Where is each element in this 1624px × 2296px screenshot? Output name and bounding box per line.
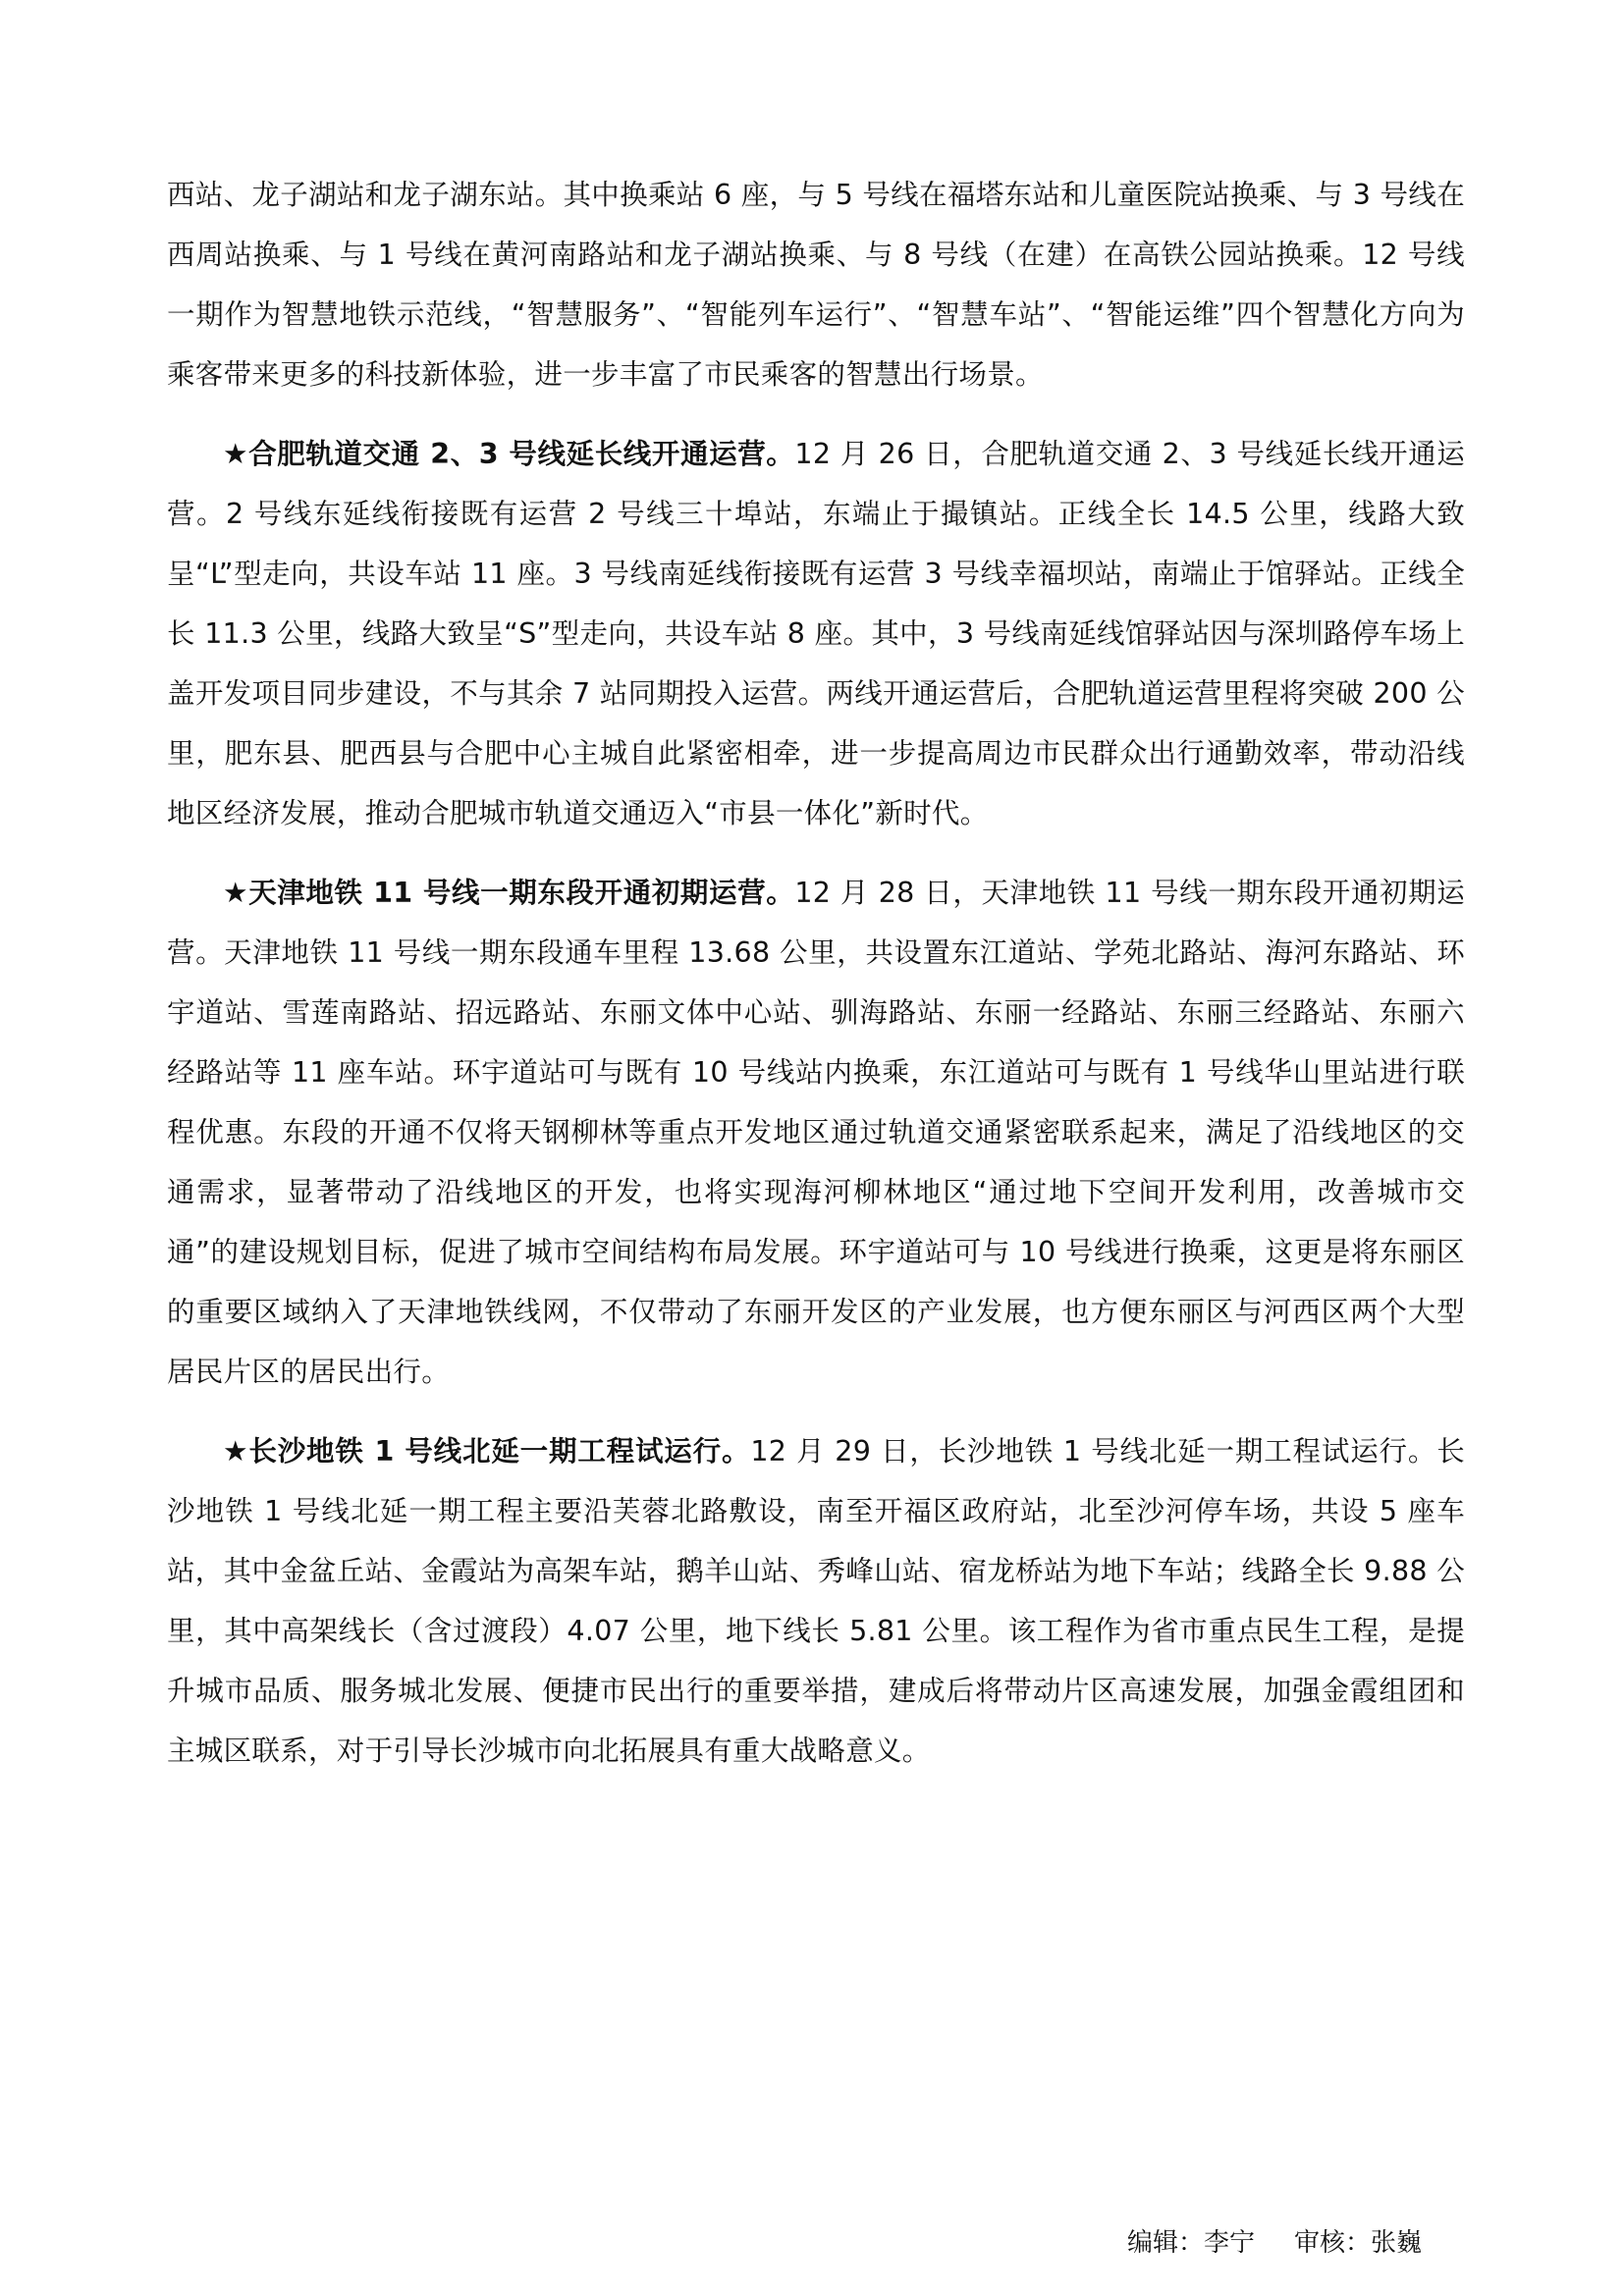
paragraph-tianjin-line11 [167, 863, 1465, 1402]
paragraph-zhengzhou-line12-continued [167, 165, 1465, 404]
reviewer-name: 审核：张巍 [1294, 2228, 1423, 2258]
paragraph-body: 12 月 28 日，天津地铁 11 号线一期东段开通初期运营。天津地铁 11 号线一期东段通车里程 13.68 公里，共设置东江道站、学苑北路站、海河东路站、环宇道站、雪莲南路站、招远路站、东丽文体中心站、驯海路站、东丽一经路站、东丽三经路站、东丽六经路站等 11 座车站。环宇道站可与既有 10 号线站内换乘，东江道站可与既有 1 号线华山里站进行联程优惠。东段的开通不仅将天钢柳林等重点开发地区通过轨道交通紧密联系起来，满足了沿线地区的交通需求，显著带动了沿线地区的开发，也将实现海河柳林地区“通过地下空间开发利用，改善城市交通”的建设规划目标，促进了城市空间结构布局发展。环宇道站可与 10 号线进行换乘，这更是将东丽区的重要区域纳入了天津地铁线网，不仅带动了东丽开发区的产业发展，也方便东丽区与河西区两个大型居民片区的居民出行。 [167, 877, 1466, 1388]
editor-name: 编辑：李宁 [1127, 2228, 1256, 2258]
document-page [167, 165, 1465, 1800]
paragraph-changsha-line1 [167, 1421, 1465, 1781]
paragraph-hefei-lines-2-3 [167, 424, 1465, 843]
editor-credits [1127, 2226, 1422, 2260]
paragraph-headline: ★合肥轨道交通 2、3 号线延长线开通运营。 [223, 438, 795, 470]
paragraph-body: 12 月 29 日，长沙地铁 1 号线北延一期工程试运行。长沙地铁 1 号线北延一期工程主要沿芙蓉北路敷设，南至开福区政府站，北至沙河停车场，共设 5 座车站，其中金盆丘站、金霞站为高架车站，鹅羊山站、秀峰山站、宿龙桥站为地下车站；线路全长 9.88 公里，其中高架线长（含过渡段）4.07 公里，地下线长 5.81 公里。该工程作为省市重点民生工程，是提升城市品质、服务城北发展、便捷市民出行的重要举措，建成后将带动片区高速发展，加强金霞组团和主城区联系，对于引导长沙城市向北拓展具有重大战略意义。 [167, 1435, 1465, 1767]
paragraph-body: 12 月 26 日，合肥轨道交通 2、3 号线延长线开通运营。2 号线东延线衔接既有运营 2 号线三十埠站，东端止于撮镇站。正线全长 14.5 公里，线路大致呈“L”型走向，共设车站 11 座。3 号线南延线衔接既有运营 3 号线幸福坝站，南端止于馆驿站。正线全长 11.3 公里，线路大致呈“S”型走向，共设车站 8 座。其中，3 号线南延线馆驿站因与深圳路停车场上盖开发项目同步建设，不与其余 7 站同期投入运营。两线开通运营后，合肥轨道运营里程将突破 200 公里，肥东县、肥西县与合肥中心主城自此紧密相牵，进一步提高周边市民群众出行通勤效率，带动沿线地区经济发展，推动合肥城市轨道交通迈入“市县一体化”新时代。 [167, 438, 1466, 829]
paragraph-headline: ★长沙地铁 1 号线北延一期工程试运行。 [223, 1435, 751, 1468]
paragraph-body: 西站、龙子湖站和龙子湖东站。其中换乘站 6 座，与 5 号线在福塔东站和儿童医院站换乘、与 3 号线在西周站换乘、与 1 号线在黄河南路站和龙子湖站换乘、与 8 号线（在建）在高铁公园站换乘。12 号线一期作为智慧地铁示范线，“智慧服务”、“智能列车运行”、“智慧车站”、“智能运维”四个智慧化方向为乘客带来更多的科技新体验，进一步丰富了市民乘客的智慧出行场景。 [167, 179, 1465, 391]
paragraph-headline: ★天津地铁 11 号线一期东段开通初期运营。 [223, 877, 795, 909]
